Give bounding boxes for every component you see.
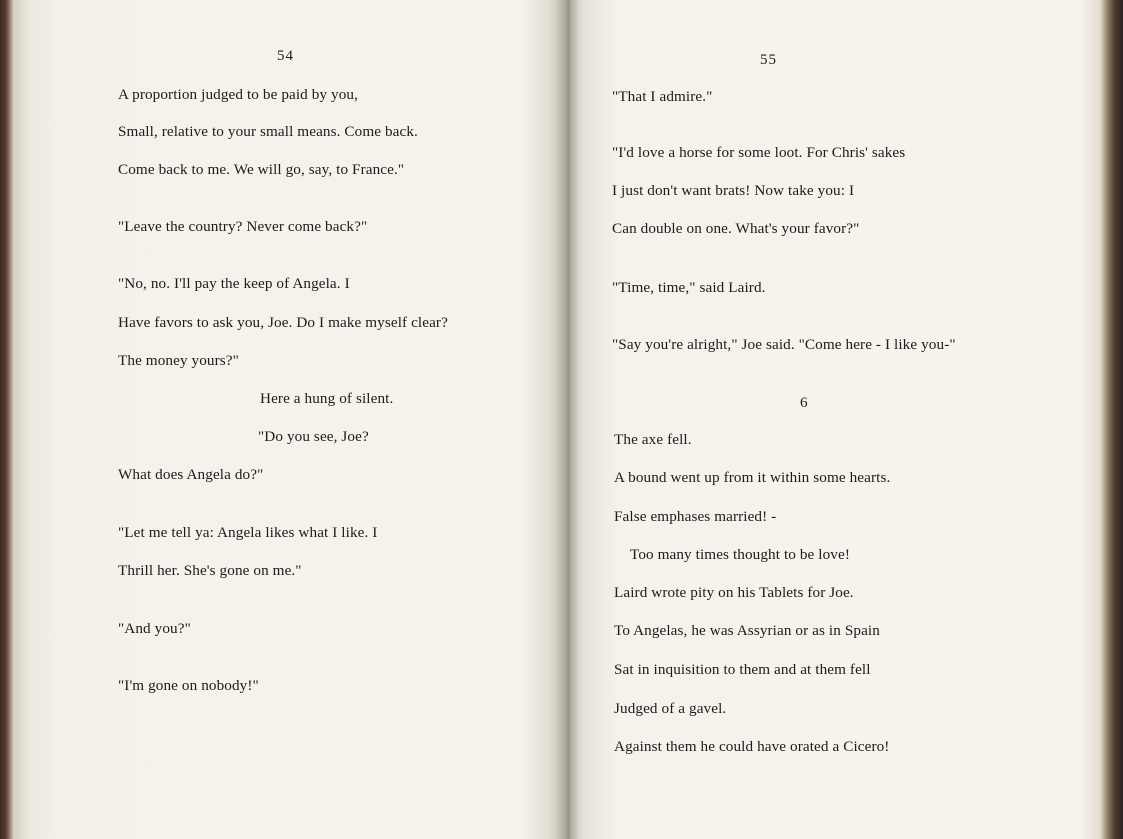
text-line: The money yours?" <box>118 352 239 369</box>
text-line: Laird wrote pity on his Tablets for Joe. <box>614 584 854 601</box>
text-line-indented: Here a hung of silent. <box>260 390 394 407</box>
text-line: "Say you're alright," Joe said. "Come here - I like you-" <box>612 336 956 353</box>
text-line: "That I admire." <box>612 88 713 105</box>
text-line: Small, relative to your small means. Come back. <box>118 123 418 140</box>
text-line: What does Angela do?" <box>118 466 264 483</box>
section-number: 6 <box>800 394 808 411</box>
text-line: A bound went up from it within some hearts. <box>614 469 891 486</box>
text-line: Against them he could have orated a Cicero! <box>614 738 890 755</box>
text-line: "Let me tell ya: Angela likes what I like. I <box>118 524 378 541</box>
text-line: Thrill her. She's gone on me." <box>118 562 302 579</box>
text-line: Sat in inquisition to them and at them fell <box>614 661 871 678</box>
text-line: "Leave the country? Never come back?" <box>118 218 368 235</box>
text-line: Have favors to ask you, Joe. Do I make myself clear? <box>118 314 448 331</box>
text-line: Judged of a gavel. <box>614 700 727 717</box>
right-page <box>580 0 1100 839</box>
page-number-left: 54 <box>277 48 294 64</box>
text-line: "I'd love a horse for some loot. For Chris' sakes <box>612 144 906 161</box>
text-line: "And you?" <box>118 620 191 637</box>
text-line: "I'm gone on nobody!" <box>118 677 259 694</box>
text-line: "No, no. I'll pay the keep of Angela. I <box>118 275 350 292</box>
left-page <box>20 0 560 839</box>
page-number-right: 55 <box>760 52 777 68</box>
text-line: Come back to me. We will go, say, to France." <box>118 161 405 178</box>
text-line-indented: Too many times thought to be love! <box>630 546 850 563</box>
text-line: The axe fell. <box>614 431 692 448</box>
text-line: A proportion judged to be paid by you, <box>118 86 359 103</box>
text-line: I just don't want brats! Now take you: I <box>612 182 855 199</box>
text-line: Can double on one. What's your favor?" <box>612 220 860 237</box>
text-line: To Angelas, he was Assyrian or as in Spain <box>614 622 880 639</box>
text-line-indented: "Do you see, Joe? <box>258 428 369 445</box>
text-line: False emphases married! - <box>614 508 777 525</box>
text-line: "Time, time," said Laird. <box>612 279 766 296</box>
